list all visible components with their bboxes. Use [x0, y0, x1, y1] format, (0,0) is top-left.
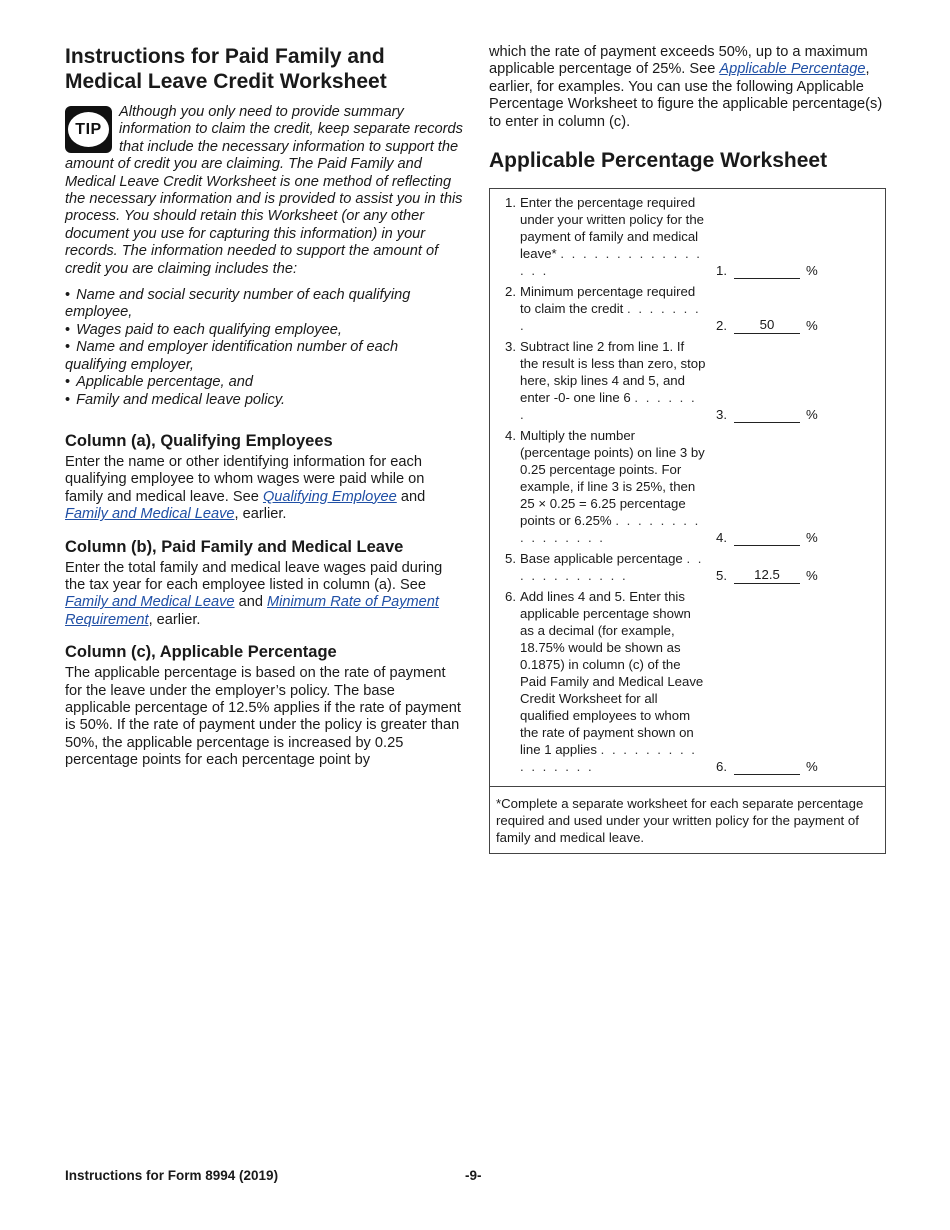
dot-leaders: . . . . . . . . . . . . . . . . [520, 513, 701, 546]
title-line-1: Instructions for Paid Family and [65, 45, 385, 68]
line-5-entry[interactable]: 12.5 [734, 566, 800, 584]
right-column [489, 44, 886, 854]
worksheet-title: Applicable Percentage Worksheet [489, 149, 828, 173]
title-line-2: Medical Leave Credit Worksheet [65, 70, 387, 93]
dot-leaders: . . . . . . . . . . . . . . . . [520, 246, 702, 279]
percent-unit: % [806, 759, 818, 775]
link-applicable-percentage[interactable]: Applicable Percentage [719, 61, 866, 78]
dot-leaders: . . . . . . . . [520, 301, 701, 334]
page-number: -9- [465, 1168, 482, 1183]
link-family-medical-leave[interactable]: Family and Medical Leave [65, 594, 235, 611]
line-text: Enter the percentage required under your written policy for the payment of family and medical leave* [520, 195, 704, 262]
tip-icon-label: TIP [68, 112, 109, 147]
list-item: • Name and employer identification number of each qualifying employer, [65, 339, 399, 373]
page-title [65, 44, 463, 94]
percent-unit: % [806, 530, 818, 546]
continued-text: which the rate of payment exceeds 50%, up to a maximum applicable percentage of 25%. See Applicable Percentage, earlier, for examples. You can use the following Applicable Percentage Worksheet to figure the applicable percentage(s) to enter in column (c). [489, 44, 883, 130]
worksheet-line-5 [490, 550, 885, 584]
line-text: Multiply the number (percentage points) on line 3 by 0.25 percentage points. For example, if line 3 is 25%, then 25 × 0.25 = 6.25 percentage points or 6.25% [520, 428, 705, 529]
line-number: 3. [505, 339, 516, 355]
line-6-entry[interactable] [734, 757, 800, 775]
line-number: 5. [505, 551, 516, 567]
worksheet-line-3 [490, 338, 885, 423]
section-heading: Column (a), Qualifying Employees [65, 431, 333, 450]
line-number: 1. [505, 195, 516, 211]
section-heading: Column (c), Applicable Percentage [65, 643, 337, 662]
bullet-icon: • [65, 321, 71, 338]
list-item: • Applicable percentage, and [65, 374, 253, 391]
link-minimum-rate-of-payment[interactable]: Minimum Rate of Payment Requirement [65, 594, 439, 628]
worksheet-footnote: *Complete a separate worksheet for each separate percentage required and used under your written policy for the payment of family and medical leave. [490, 786, 885, 853]
bullet-icon: • [65, 374, 71, 391]
list-item: • Wages paid to each qualifying employee, [65, 321, 342, 338]
percent-unit: % [806, 318, 818, 334]
line-3-entry[interactable] [734, 405, 800, 423]
line-label: 2. [716, 318, 727, 334]
line-label: 1. [716, 263, 727, 279]
section-column-c [65, 642, 463, 769]
line-label: 4. [716, 530, 727, 546]
percent-unit: % [806, 407, 818, 423]
line-label: 6. [716, 759, 727, 775]
line-text: Base applicable percentage [520, 551, 683, 567]
line-4-entry[interactable] [734, 528, 800, 546]
dot-leaders: . . . . . . . . . . . . [520, 551, 704, 584]
line-label: 3. [716, 407, 727, 423]
link-qualifying-employee[interactable]: Qualifying Employee [262, 488, 397, 505]
worksheet-line-6 [490, 588, 885, 775]
line-number: 2. [505, 284, 516, 300]
worksheet-line-1 [490, 194, 885, 279]
section-heading: Column (b), Paid Family and Medical Leave [65, 537, 404, 556]
page-footer [65, 1168, 885, 1183]
line-text: Minimum percentage required to claim the credit [520, 284, 696, 317]
section-text: Enter the total family and medical leave wages paid during the tax year for each employee listed in column (a). See Family and Medical Leave and Minimum Rate of Payment Requirement, earlier. [65, 559, 443, 628]
form-name: Instructions for Form 8994 (2019) [65, 1168, 279, 1183]
line-number: 4. [505, 428, 516, 444]
bullet-icon: • [65, 391, 71, 408]
worksheet-lines [490, 189, 885, 786]
worksheet-line-2 [490, 283, 885, 334]
dot-leaders: . . . . . . . [520, 390, 697, 423]
section-column-b [65, 537, 463, 630]
list-item: • Family and medical leave policy. [65, 391, 286, 408]
applicable-percentage-worksheet [489, 188, 886, 854]
worksheet-line-4 [490, 427, 885, 546]
tip-block [65, 104, 463, 278]
section-text: The applicable percentage is based on the rate of payment for the leave under the employer’s policy. The base applicable percentage of 12.5% applies if the rate of payment is 50%. If the rate of payment under the policy is greater than 50%, the applicable percentage is increased by 0.25 percentage points for each percentage point by [65, 665, 461, 769]
percent-unit: % [806, 263, 818, 279]
line-2-entry[interactable]: 50 [734, 316, 800, 334]
bullet-icon: • [65, 339, 71, 356]
dot-leaders: . . . . . . . . . . . . . . . . [520, 742, 697, 775]
link-family-medical-leave[interactable]: Family and Medical Leave [65, 506, 235, 523]
tip-text: Although you only need to provide summary information to claim the credit, keep separate records that include the necessary information to support the amount of credit you are claiming. The Paid Family and Medical Leave Credit Worksheet is one method of reflecting the necessary information and is provided to assist you in this process. You should retain this Worksheet (or any other document you use for capturing this information) in your records. The information needed to support the amount of credit you are claiming includes the: [65, 104, 463, 277]
list-item: • Name and social security number of each qualifying employee, [65, 287, 411, 321]
line-label: 5. [716, 568, 727, 584]
requirements-list [65, 287, 463, 409]
tip-icon [65, 106, 112, 153]
line-text: Subtract line 2 from line 1. If the result is less than zero, stop here, skip lines 4 and 5, and enter -0- one line 6 [520, 339, 706, 406]
section-text: Enter the name or other identifying information for each qualifying employee to whom wages were paid while on family and medical leave. See Qualifying Employee and Family and Medical Leave, earlier. [65, 453, 426, 523]
percent-unit: % [806, 568, 818, 584]
line-number: 6. [505, 589, 516, 605]
line-1-entry[interactable] [734, 261, 800, 279]
left-column [65, 44, 463, 770]
bullet-icon: • [65, 287, 71, 304]
section-column-a [65, 431, 463, 524]
line-text: Add lines 4 and 5. Enter this applicable percentage shown as a decimal (for example, 18.75% would be shown as 0.1875) in column (c) of the Paid Family and Medical Leave Credit Worksheet for all qualified employees to whom the rate of payment shown on line 1 applies [520, 589, 704, 758]
